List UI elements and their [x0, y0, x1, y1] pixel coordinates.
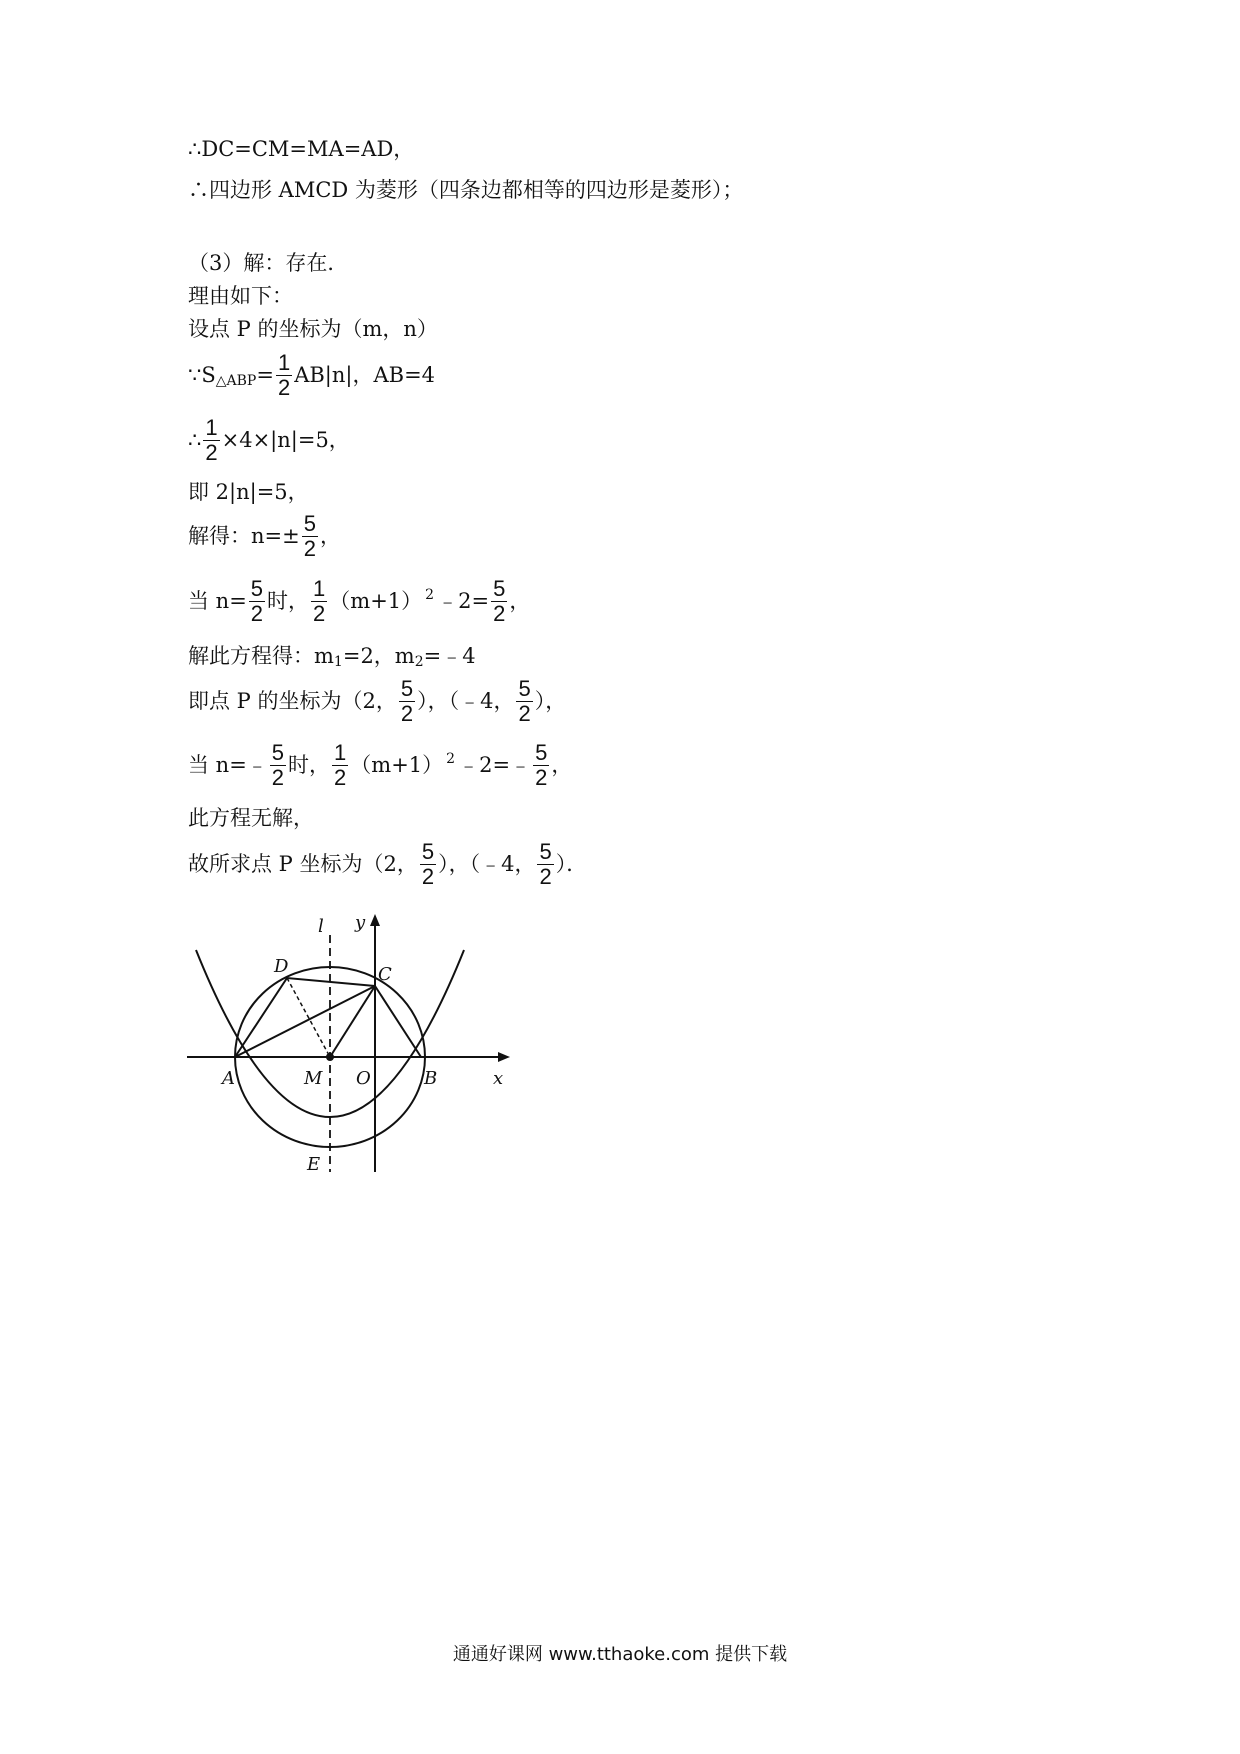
denominator: 2: [271, 765, 285, 790]
label-a: A: [222, 1068, 235, 1089]
text: ），（﹣4，: [417, 689, 515, 713]
fraction: [420, 841, 436, 888]
text: 解此方程得：m: [188, 644, 334, 668]
text-line-7: [188, 417, 350, 464]
text-line-2: [188, 180, 743, 201]
fraction: [302, 513, 318, 560]
text: （3）解：存在．: [188, 251, 349, 275]
text-line-15: [188, 841, 587, 888]
numerator: 5: [539, 839, 552, 864]
text: 即点 P 的坐标为（2，: [188, 689, 397, 713]
text: =: [256, 363, 274, 387]
text: ∴: [188, 428, 202, 452]
label-o: O: [356, 1068, 371, 1089]
numerator: 5: [271, 740, 285, 765]
denominator: 2: [334, 765, 347, 790]
footer-text: 通通好课网 www.tthaoke.com 提供下载: [452, 1644, 788, 1665]
numerator: 5: [518, 676, 531, 701]
denominator: 2: [205, 440, 218, 465]
label-y: y: [355, 912, 366, 933]
fraction: [249, 578, 265, 625]
denominator: 2: [518, 701, 531, 726]
text: 时，: [288, 753, 331, 777]
text: AB|n|，AB=4: [294, 363, 436, 387]
text: ，: [551, 753, 573, 777]
text-line-8: [188, 482, 309, 503]
text: ﹣2=: [437, 589, 490, 613]
fraction: [491, 578, 507, 625]
text-line-11: [188, 644, 476, 670]
numerator: 5: [421, 839, 435, 864]
text-line-3: [188, 253, 348, 274]
numerator: 1: [277, 350, 291, 375]
text-line-4: [188, 286, 293, 307]
text-line-9: [188, 513, 341, 560]
point-m: [326, 1053, 334, 1061]
text: ×4×|n|=5，: [221, 428, 350, 452]
denominator: 2: [400, 701, 414, 726]
text: 设点 P 的坐标为（m，n）: [188, 317, 438, 341]
numerator: 1: [334, 740, 347, 765]
text-line-5: [188, 319, 438, 340]
superscript: 2: [425, 586, 435, 603]
text: ），: [534, 689, 567, 713]
text: 即 2|n|=5，: [188, 480, 309, 504]
y-axis-arrow-icon: [370, 914, 380, 926]
denominator: 2: [493, 601, 506, 626]
text: （m+1）: [329, 589, 423, 613]
segment-dm: [287, 978, 330, 1057]
segment-ac: [235, 986, 375, 1057]
x-axis-arrow-icon: [498, 1052, 510, 1062]
text: ），（﹣4，: [438, 852, 536, 876]
text: ∵S: [188, 363, 216, 387]
fraction: [311, 578, 327, 625]
text-line-13: [188, 742, 572, 789]
denominator: 2: [277, 375, 291, 400]
denominator: 2: [313, 601, 326, 626]
fraction: [270, 742, 286, 789]
subscript: 2: [414, 653, 424, 670]
text: 故所求点 P 坐标为（2，: [188, 852, 418, 876]
denominator: 2: [303, 536, 316, 561]
numerator: 5: [250, 576, 264, 601]
text: ，: [509, 589, 531, 613]
text: 当 n=: [188, 589, 247, 613]
text-line-1: [188, 139, 414, 160]
text: 理由如下：: [188, 284, 293, 308]
fraction: [399, 678, 415, 725]
text: ∴DC=CM=MA=AD，: [188, 137, 415, 161]
label-d: D: [274, 956, 289, 977]
label-e: E: [307, 1154, 321, 1175]
numerator: 5: [400, 676, 414, 701]
label-l: l: [318, 916, 324, 937]
denominator: 2: [250, 601, 264, 626]
fraction: [516, 678, 532, 725]
label-c: C: [378, 964, 392, 985]
fraction: [203, 417, 219, 464]
denominator: 2: [539, 864, 552, 889]
fraction: [276, 352, 292, 399]
text: ∴四边形 AMCD 为菱形（四条边都相等的四边形是菱形）；: [188, 178, 744, 202]
numerator: 1: [313, 576, 326, 601]
text-line-10: [188, 578, 530, 625]
label-x: x: [493, 1068, 504, 1089]
numerator: 5: [535, 740, 548, 765]
numerator: 1: [205, 415, 218, 440]
superscript: 2: [446, 750, 456, 767]
geometry-figure: [185, 910, 515, 1180]
text: 解得：n=±: [188, 524, 300, 548]
segment-cb: [375, 986, 421, 1057]
text-line-14: [188, 808, 314, 829]
fraction: [533, 742, 549, 789]
text: 当 n=﹣: [188, 753, 268, 777]
text-line-12: [188, 678, 566, 725]
denominator: 2: [535, 765, 548, 790]
text-line-6: [188, 352, 435, 399]
text: ，: [319, 524, 341, 548]
text: 此方程无解，: [188, 806, 314, 830]
text: ）．: [555, 852, 588, 876]
text: 时，: [267, 589, 310, 613]
text: =2，m: [342, 644, 415, 668]
denominator: 2: [421, 864, 435, 889]
label-b: B: [424, 1068, 438, 1089]
fraction: [332, 742, 348, 789]
numerator: 5: [303, 511, 316, 536]
text: （m+1）: [350, 753, 444, 777]
text: =﹣4: [423, 644, 476, 668]
subscript: △ABP: [215, 372, 257, 389]
label-m: M: [304, 1068, 323, 1089]
numerator: 5: [493, 576, 506, 601]
text: ﹣2=﹣: [458, 753, 532, 777]
fraction: [537, 841, 553, 888]
subscript: 1: [333, 653, 343, 670]
